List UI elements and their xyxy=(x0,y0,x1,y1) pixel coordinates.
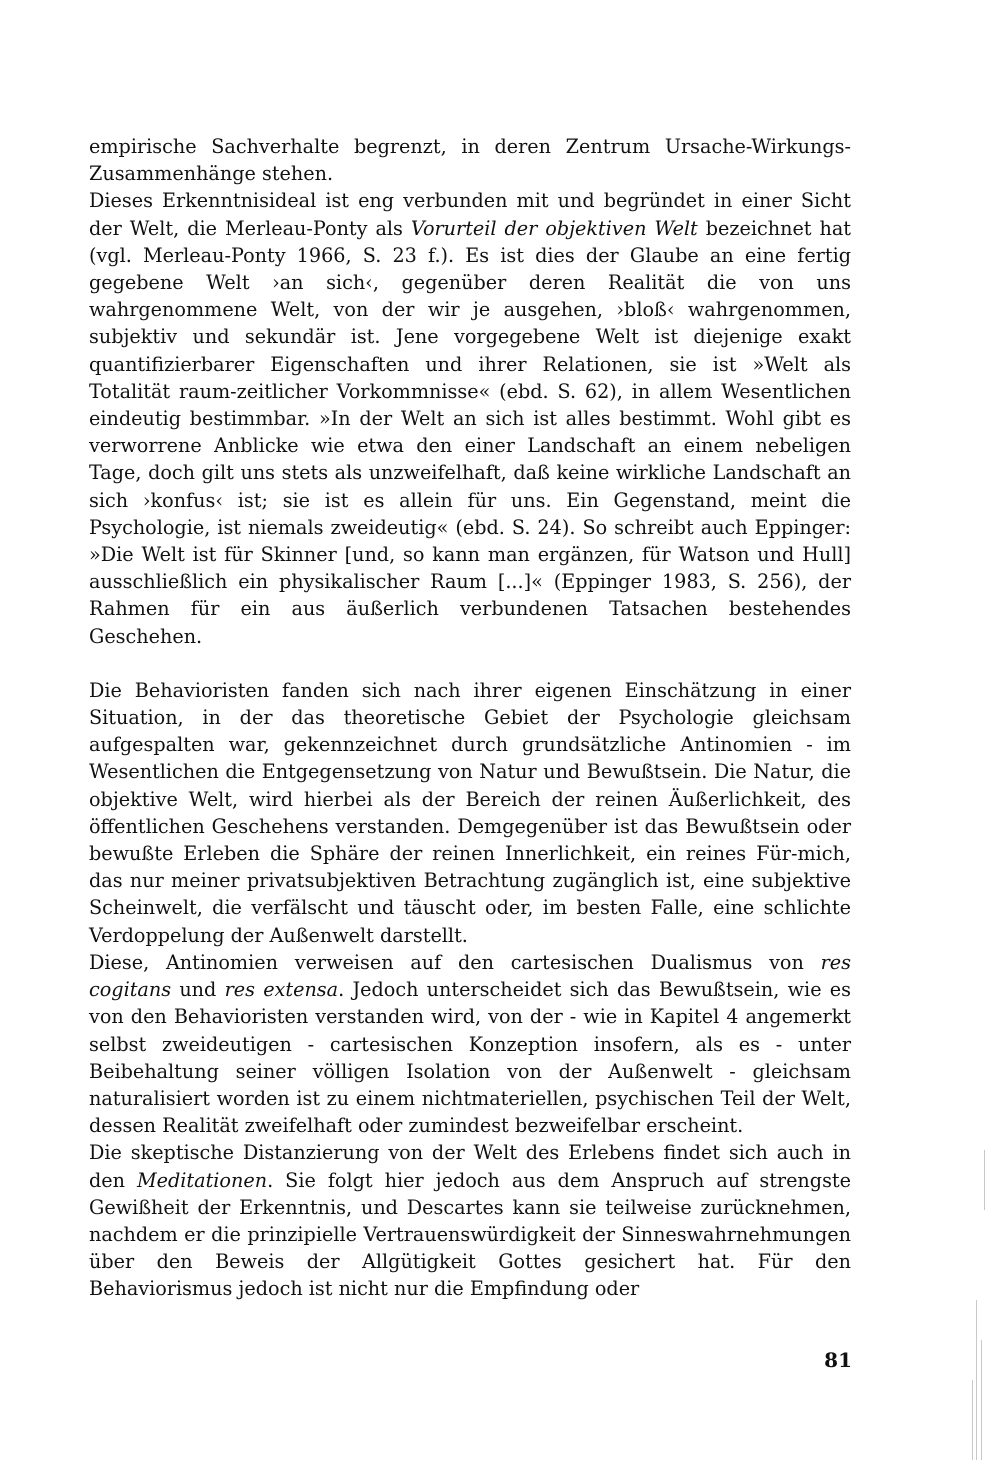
text-run: Die skeptische Distanzierung von der Welt des Erlebens findet sich auch in den xyxy=(89,1141,851,1192)
paragraph-1 xyxy=(89,133,851,187)
paragraph-4 xyxy=(89,949,851,1139)
text-run: . Jedoch unterscheidet sich das Bewußtsein, wie es von den Behavioristen verstanden wird, von der - wie in Kapitel 4 angemerkt selbst zweideutigen - cartesischen Konzeption insofern, als es - unter Beibehaltung seiner völligen Isolation von der Außenwelt - gleichsam naturalisiert worden ist zu einem nichtmateriellen, psychischen Teil der Welt, dessen Realität zweifelhaft oder zumindest bezweifelbar erscheint. xyxy=(89,978,851,1138)
italic-run: res cogitans xyxy=(89,950,851,1002)
body-text xyxy=(89,133,851,1303)
text-run: Die Behavioristen fanden sich nach ihrer eigenen Einschätzung in einer Situation, in der das theoretische Gebiet der Psychologie gleichsam aufgespalten war, gekennzeichnet durch grundsätzliche Antinomien - im Wesentlichen die Entgegensetzung von Natur und Bewußtsein. Die Natur, die objektive Welt, wird hierbei als der Bereich der reinen Äußerlichkeit, des öffentlichen Geschehens verstanden. Demgegenüber ist das Bewußtsein oder bewußte Erleben die Sphäre der reinen Innerlichkeit, ein reines Für-mich, das nur meiner privatsubjektiven Betrachtung zugänglich ist, eine subjektive Scheinwelt, die verfälscht und täuscht oder, im besten Falle, eine schlichte Verdoppelung der Außenwelt darstellt. xyxy=(89,678,851,947)
text-run: empirische Sachverhalte begrenzt, in deren Zentrum Ursache-Wirkungs-Zusammenhänge stehen. xyxy=(89,135,851,186)
italic-run: Vorurteil der objektiven Welt xyxy=(410,216,698,240)
italic-run: res extensa xyxy=(224,978,339,1002)
paragraph-5 xyxy=(89,1139,851,1302)
italic-run: Meditationen xyxy=(137,1168,268,1192)
text-run: und xyxy=(171,978,225,1002)
text-run: Diese, Antinomien verweisen auf den cartesischen Dualismus von xyxy=(89,950,821,974)
paragraph-2 xyxy=(89,187,851,649)
scan-edge-artifact xyxy=(962,0,992,1473)
paragraph-gap xyxy=(89,650,851,677)
text-run: Dieses Erkenntnisideal ist eng verbunden mit und begründet in einer Sicht der Welt, die Merleau-Ponty als xyxy=(89,189,851,240)
page-number: 81 xyxy=(824,1348,852,1372)
text-run: bezeichnet hat (vgl. Merleau-Ponty 1966, S. 23 f.). Es ist dies der Glaube an eine fertig gegebene Welt ›an sich‹, gegenüber deren Realität die von uns wahrgenommene Welt, von der wir je ausgehen, ›bloß‹ wahrgenommen, subjektiv und sekundär ist. Jene vorgegebene Welt ist diejenige exakt quantifizierbarer Eigenschaften und ihrer Relationen, sie ist »Welt als Totalität raum-zeitlicher Vorkommnisse« (ebd. S. 62), in allem Wesentlichen eindeutig bestimmbar. »In der Welt an sich ist alles bestimmt. Wohl gibt es verworrene Anblicke wie etwa den einer Landschaft an einem nebeligen Tage, doch gilt uns stets als unzweifelhaft, daß keine wirkliche Landschaft an sich ›konfus‹ ist; sie ist es allein für uns. Ein Gegenstand, meint die Psychologie, ist niemals zweideutig« (ebd. S. 24). So schreibt auch Eppinger: »Die Welt ist für Skinner [und, so kann man ergänzen, für Watson und Hull] ausschließlich ein physikalischer Raum [...]« (Eppinger 1983, S. 256), der Rahmen für ein aus äußerlich verbundenen Tatsachen bestehendes Geschehen. xyxy=(89,216,851,648)
text-run: . Sie folgt hier jedoch aus dem Anspruch auf strengste Gewißheit der Erkenntnis, und Descartes kann sie teilweise zurücknehmen, nachdem er die prinzipielle Vertrauenswürdigkeit der Sinneswahrnehmungen über den Beweis der Allgütigkeit Gottes gesichert hat. Für den Behaviorismus jedoch ist nicht nur die Empfindung oder xyxy=(89,1168,851,1301)
paragraph-3 xyxy=(89,677,851,949)
